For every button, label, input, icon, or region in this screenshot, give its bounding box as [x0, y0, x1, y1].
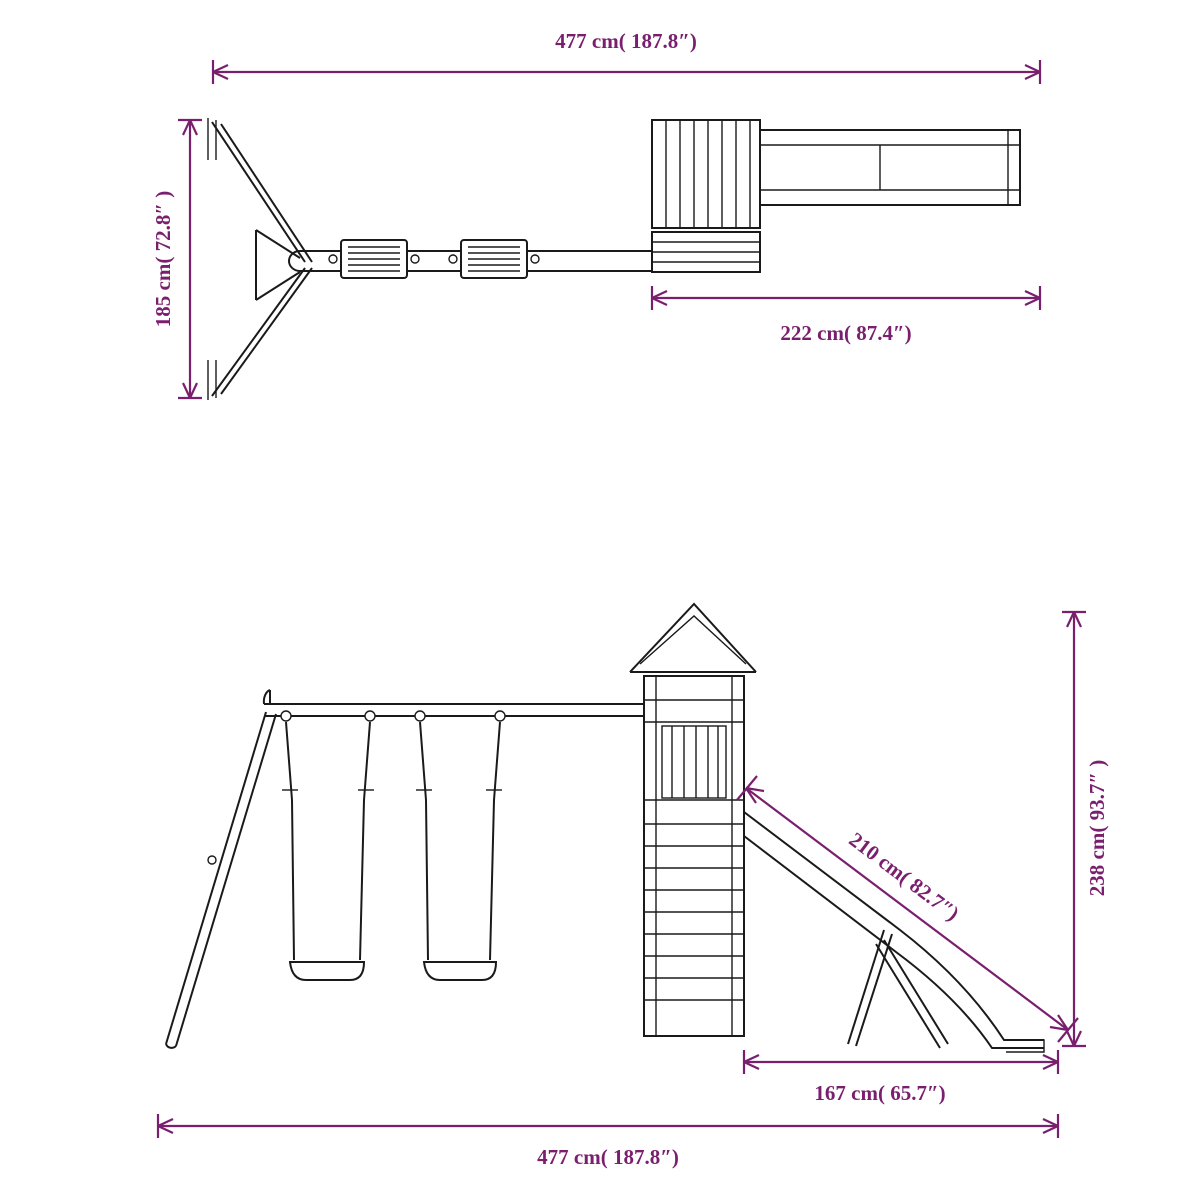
dim-label-top-tower-width: 222 cm( 87.4″) — [780, 321, 912, 345]
swing-seat-side-1 — [282, 722, 374, 980]
side-view-drawing — [158, 604, 1109, 1169]
dim-label-top-depth: 185 cm( 72.8″ ) — [151, 190, 175, 328]
tower-top — [652, 120, 760, 272]
swing-seat-side-2 — [416, 722, 502, 980]
dim-label-top-overall-width: 477 cm( 187.8″) — [555, 29, 697, 53]
dim-label-slide-base: 167 cm( 65.7″) — [814, 1081, 946, 1105]
dim-side-overall-width — [158, 1114, 1058, 1169]
swing-beam-side — [264, 690, 644, 716]
swing-leg-side — [166, 712, 276, 1048]
dim-slide-length — [737, 776, 1078, 1042]
dim-top-depth — [151, 120, 202, 398]
slide-top — [760, 130, 1020, 205]
dim-label-slide-length: 210 cm( 82.7″) — [844, 827, 964, 926]
tower-roof-side — [630, 604, 756, 672]
swing-seat-top-2 — [449, 240, 539, 278]
swing-seat-top-1 — [329, 240, 419, 278]
dim-side-height — [1062, 612, 1109, 1046]
dim-label-side-height: 238 cm( 93.7″ ) — [1085, 759, 1109, 897]
swing-a-frame-top — [208, 118, 312, 400]
slide-side — [744, 812, 1044, 1052]
tower-body-side — [644, 676, 744, 1036]
dim-slide-base — [744, 1050, 1058, 1105]
dim-top-tower-width — [652, 286, 1040, 345]
dim-top-overall-width — [213, 29, 1040, 84]
dim-label-side-overall-width: 477 cm( 187.8″) — [537, 1145, 679, 1169]
top-view-drawing — [151, 29, 1040, 400]
